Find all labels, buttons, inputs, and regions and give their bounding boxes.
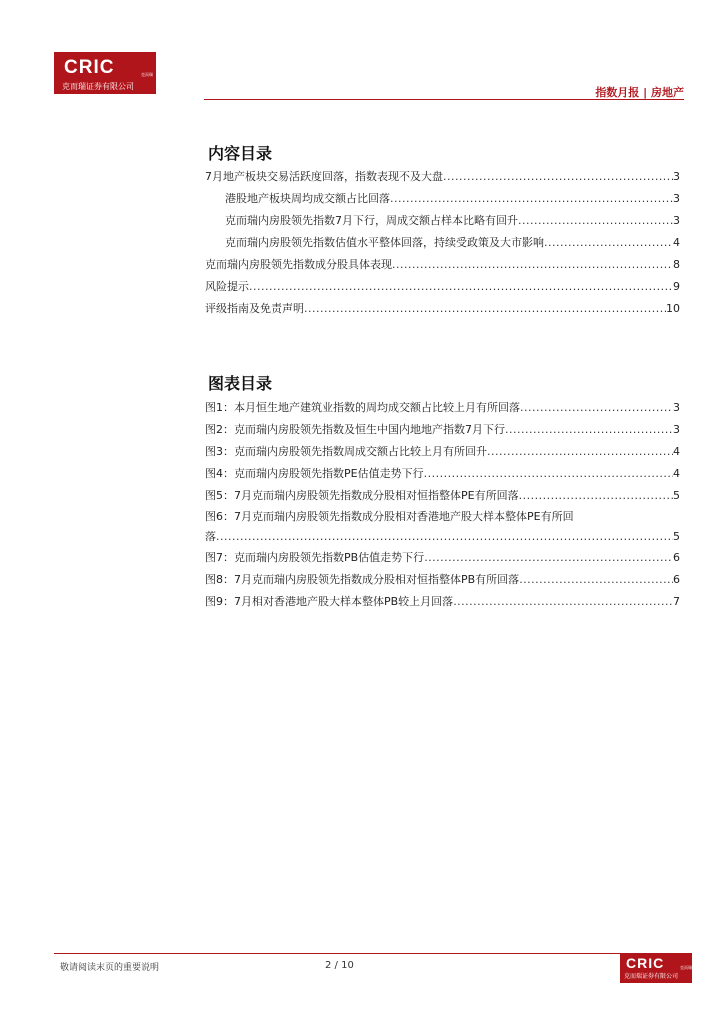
toc-entry[interactable]: 港股地产板块周均成交额占比回落 ..... 3	[205, 188, 680, 210]
page-number: 2 / 10	[325, 960, 354, 971]
figure-entry[interactable]: 图1：本月恒生地产建筑业指数的周均成交额占比较上月有所回落 ..... 3	[205, 397, 680, 419]
figure-entry[interactable]: 图6：7月克而瑞内房股领先指数成分股相对香港地产股大样本整体PE有所回 落 ..... 5	[205, 507, 680, 547]
logo-brand: CRIC	[64, 57, 115, 78]
figure-entry[interactable]: 图3：克而瑞内房股领先指数周成交额占比较上月有所回升 ..... 4	[205, 441, 680, 463]
footer-note: 敬请阅读末页的重要说明	[60, 963, 160, 973]
logo-tiny-text: 克而瑞	[680, 965, 692, 970]
toc-entry[interactable]: 克而瑞内房股领先指数估值水平整体回落，持续受政策及大市影响 ..... 4	[205, 232, 680, 254]
figure-entry[interactable]: 图4：克而瑞内房股领先指数PE估值走势下行 ..... 4	[205, 463, 680, 485]
toc-entry[interactable]: 风险提示 ..... 9	[205, 276, 680, 298]
toc-entry[interactable]: 评级指南及免责声明 ..... 10	[205, 298, 680, 320]
toc-entry[interactable]: 克而瑞内房股领先指数成分股具体表现 ..... 8	[205, 254, 680, 276]
figure-entry[interactable]: 图9：7月相对香港地产股大样本整体PB较上月回落 ..... 7	[205, 591, 680, 613]
toc-list	[205, 166, 680, 320]
logo-brand: CRIC	[626, 955, 665, 971]
company-logo	[54, 52, 156, 94]
figure-entry[interactable]: 图7：克而瑞内房股领先指数PB估值走势下行 ..... 6	[205, 547, 680, 569]
figures-list	[205, 397, 680, 613]
logo-company-name: 克而瑞证券有限公司	[62, 82, 134, 91]
toc-entry[interactable]: 克而瑞内房股领先指数7月下行，周成交额占样本比略有回升 ..... 3	[205, 210, 680, 232]
logo-tiny-text: 克而瑞	[141, 72, 153, 77]
toc-entry[interactable]: 7月地产板块交易活跃度回落，指数表现不及大盘 ..... 3	[205, 166, 680, 188]
figure-entry[interactable]: 图2：克而瑞内房股领先指数及恒生中国内地地产指数7月下行 ..... 3	[205, 419, 680, 441]
figures-title: 图表目录	[208, 374, 273, 393]
footer-divider	[54, 953, 684, 954]
logo-company-name: 克而瑞证券有限公司	[624, 973, 679, 980]
toc-title: 内容目录	[208, 144, 273, 163]
figure-entry[interactable]: 图8：7月克而瑞内房股领先指数成分股相对恒指整体PB有所回落 ..... 6	[205, 569, 680, 591]
footer-logo	[620, 953, 692, 983]
report-type: 指数月报 | 房地产	[595, 86, 684, 99]
header-divider	[204, 99, 684, 100]
figure-entry[interactable]: 图5：7月克而瑞内房股领先指数成分股相对恒指整体PE有所回落 ..... 5	[205, 485, 680, 507]
